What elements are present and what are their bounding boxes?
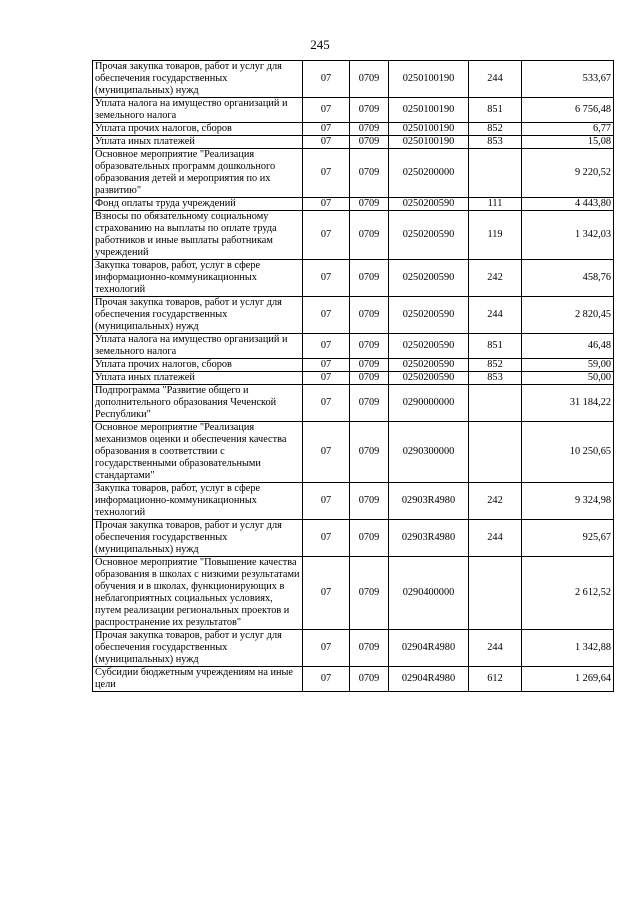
section-cell: 07 <box>303 483 350 520</box>
subsection-cell: 0709 <box>350 372 389 385</box>
row-name-cell: Уплата прочих налогов, сборов <box>93 123 303 136</box>
subsection-cell: 0709 <box>350 61 389 98</box>
table-row <box>93 123 614 136</box>
subsection-cell: 0709 <box>350 385 389 422</box>
amount-cell: 10 250,65 <box>522 422 614 483</box>
target-article-cell: 0250200590 <box>389 372 469 385</box>
target-article-cell: 0250100190 <box>389 98 469 123</box>
amount-cell: 15,08 <box>522 136 614 149</box>
target-article-cell: 02904R4980 <box>389 630 469 667</box>
table-row <box>93 260 614 297</box>
amount-cell: 50,00 <box>522 372 614 385</box>
target-article-cell: 02903R4980 <box>389 483 469 520</box>
target-article-cell: 0290400000 <box>389 557 469 630</box>
subsection-cell: 0709 <box>350 520 389 557</box>
section-cell: 07 <box>303 334 350 359</box>
amount-cell: 31 184,22 <box>522 385 614 422</box>
expense-type-cell: 853 <box>469 136 522 149</box>
section-cell: 07 <box>303 211 350 260</box>
table-row <box>93 372 614 385</box>
subsection-cell: 0709 <box>350 260 389 297</box>
subsection-cell: 0709 <box>350 359 389 372</box>
expense-type-cell <box>469 149 522 198</box>
subsection-cell: 0709 <box>350 557 389 630</box>
expense-type-cell: 852 <box>469 123 522 136</box>
amount-cell: 6,77 <box>522 123 614 136</box>
row-name-cell: Основное мероприятие "Реализация образовательных программ дошкольного образования детей и мероприятия по их развитию" <box>93 149 303 198</box>
row-name-cell: Основное мероприятие "Повышение качества образования в школах с низкими результатами обучения и в школах, функционирующих в неблагоприятных социальных условиях, путем реализации региональных проектов и распространение их результатов" <box>93 557 303 630</box>
subsection-cell: 0709 <box>350 667 389 692</box>
expense-type-cell: 851 <box>469 98 522 123</box>
expense-type-cell: 242 <box>469 483 522 520</box>
row-name-cell: Уплата прочих налогов, сборов <box>93 359 303 372</box>
row-name-cell: Взносы по обязательному социальному страхованию на выплаты по оплате труда работников и иные выплаты работникам учреждений <box>93 211 303 260</box>
section-cell: 07 <box>303 385 350 422</box>
target-article-cell: 0250200590 <box>389 359 469 372</box>
table-row <box>93 136 614 149</box>
table-row <box>93 667 614 692</box>
row-name-cell: Закупка товаров, работ, услуг в сфере информационно-коммуникационных технологий <box>93 483 303 520</box>
page-number: 245 <box>310 37 330 52</box>
table-row <box>93 61 614 98</box>
target-article-cell: 0250200590 <box>389 260 469 297</box>
expense-type-cell: 119 <box>469 211 522 260</box>
target-article-cell: 02903R4980 <box>389 520 469 557</box>
subsection-cell: 0709 <box>350 198 389 211</box>
row-name-cell: Прочая закупка товаров, работ и услуг для обеспечения государственных (муниципальных) нужд <box>93 61 303 98</box>
row-name-cell: Прочая закупка товаров, работ и услуг для обеспечения государственных (муниципальных) нужд <box>93 297 303 334</box>
row-name-cell: Субсидии бюджетным учреждениям на иные цели <box>93 667 303 692</box>
amount-cell: 458,76 <box>522 260 614 297</box>
section-cell: 07 <box>303 359 350 372</box>
subsection-cell: 0709 <box>350 334 389 359</box>
section-cell: 07 <box>303 372 350 385</box>
section-cell: 07 <box>303 557 350 630</box>
expense-type-cell <box>469 385 522 422</box>
section-cell: 07 <box>303 61 350 98</box>
section-cell: 07 <box>303 149 350 198</box>
amount-cell: 533,67 <box>522 61 614 98</box>
section-cell: 07 <box>303 123 350 136</box>
target-article-cell: 0250100190 <box>389 123 469 136</box>
budget-table <box>92 60 614 692</box>
table-row <box>93 98 614 123</box>
table-row <box>93 211 614 260</box>
table-row <box>93 334 614 359</box>
row-name-cell: Основное мероприятие "Реализация механизмов оценки и обеспечения качества образования в соответствии с государственными образовательными стандартами" <box>93 422 303 483</box>
expense-type-cell: 244 <box>469 61 522 98</box>
row-name-cell: Уплата иных платежей <box>93 136 303 149</box>
target-article-cell: 0250200590 <box>389 334 469 359</box>
subsection-cell: 0709 <box>350 136 389 149</box>
section-cell: 07 <box>303 520 350 557</box>
section-cell: 07 <box>303 260 350 297</box>
expense-type-cell: 111 <box>469 198 522 211</box>
amount-cell: 1 342,03 <box>522 211 614 260</box>
section-cell: 07 <box>303 422 350 483</box>
row-name-cell: Уплата налога на имущество организаций и земельного налога <box>93 98 303 123</box>
subsection-cell: 0709 <box>350 630 389 667</box>
target-article-cell: 0250100190 <box>389 61 469 98</box>
section-cell: 07 <box>303 136 350 149</box>
subsection-cell: 0709 <box>350 98 389 123</box>
expense-type-cell: 244 <box>469 297 522 334</box>
expense-type-cell: 244 <box>469 630 522 667</box>
amount-cell: 46,48 <box>522 334 614 359</box>
target-article-cell: 0250200590 <box>389 297 469 334</box>
table-row <box>93 557 614 630</box>
amount-cell: 1 342,88 <box>522 630 614 667</box>
row-name-cell: Уплата налога на имущество организаций и земельного налога <box>93 334 303 359</box>
row-name-cell: Прочая закупка товаров, работ и услуг для обеспечения государственных (муниципальных) нужд <box>93 630 303 667</box>
subsection-cell: 0709 <box>350 483 389 520</box>
expense-type-cell: 852 <box>469 359 522 372</box>
row-name-cell: Подпрограмма "Развитие общего и дополнительного образования Чеченской Республики" <box>93 385 303 422</box>
section-cell: 07 <box>303 667 350 692</box>
expense-type-cell: 612 <box>469 667 522 692</box>
table-row <box>93 385 614 422</box>
expense-type-cell: 853 <box>469 372 522 385</box>
expense-type-cell <box>469 422 522 483</box>
table-row <box>93 630 614 667</box>
section-cell: 07 <box>303 297 350 334</box>
amount-cell: 2 612,52 <box>522 557 614 630</box>
expense-type-cell: 242 <box>469 260 522 297</box>
expense-type-cell: 244 <box>469 520 522 557</box>
target-article-cell: 0250200590 <box>389 198 469 211</box>
amount-cell: 9 220,52 <box>522 149 614 198</box>
expense-type-cell: 851 <box>469 334 522 359</box>
amount-cell: 9 324,98 <box>522 483 614 520</box>
table-row <box>93 483 614 520</box>
section-cell: 07 <box>303 98 350 123</box>
target-article-cell: 0290000000 <box>389 385 469 422</box>
subsection-cell: 0709 <box>350 123 389 136</box>
target-article-cell: 0250200000 <box>389 149 469 198</box>
table-row <box>93 422 614 483</box>
target-article-cell: 0290300000 <box>389 422 469 483</box>
target-article-cell: 02904R4980 <box>389 667 469 692</box>
target-article-cell: 0250200590 <box>389 211 469 260</box>
amount-cell: 59,00 <box>522 359 614 372</box>
expense-type-cell <box>469 557 522 630</box>
section-cell: 07 <box>303 198 350 211</box>
section-cell: 07 <box>303 630 350 667</box>
row-name-cell: Уплата иных платежей <box>93 372 303 385</box>
row-name-cell: Прочая закупка товаров, работ и услуг для обеспечения государственных (муниципальных) нужд <box>93 520 303 557</box>
table-row <box>93 359 614 372</box>
amount-cell: 925,67 <box>522 520 614 557</box>
amount-cell: 2 820,45 <box>522 297 614 334</box>
subsection-cell: 0709 <box>350 149 389 198</box>
table-row <box>93 297 614 334</box>
subsection-cell: 0709 <box>350 297 389 334</box>
subsection-cell: 0709 <box>350 422 389 483</box>
table-row <box>93 198 614 211</box>
table-row <box>93 149 614 198</box>
row-name-cell: Фонд оплаты труда учреждений <box>93 198 303 211</box>
row-name-cell: Закупка товаров, работ, услуг в сфере информационно-коммуникационных технологий <box>93 260 303 297</box>
table-row <box>93 520 614 557</box>
target-article-cell: 0250100190 <box>389 136 469 149</box>
amount-cell: 1 269,64 <box>522 667 614 692</box>
amount-cell: 6 756,48 <box>522 98 614 123</box>
amount-cell: 4 443,80 <box>522 198 614 211</box>
subsection-cell: 0709 <box>350 211 389 260</box>
